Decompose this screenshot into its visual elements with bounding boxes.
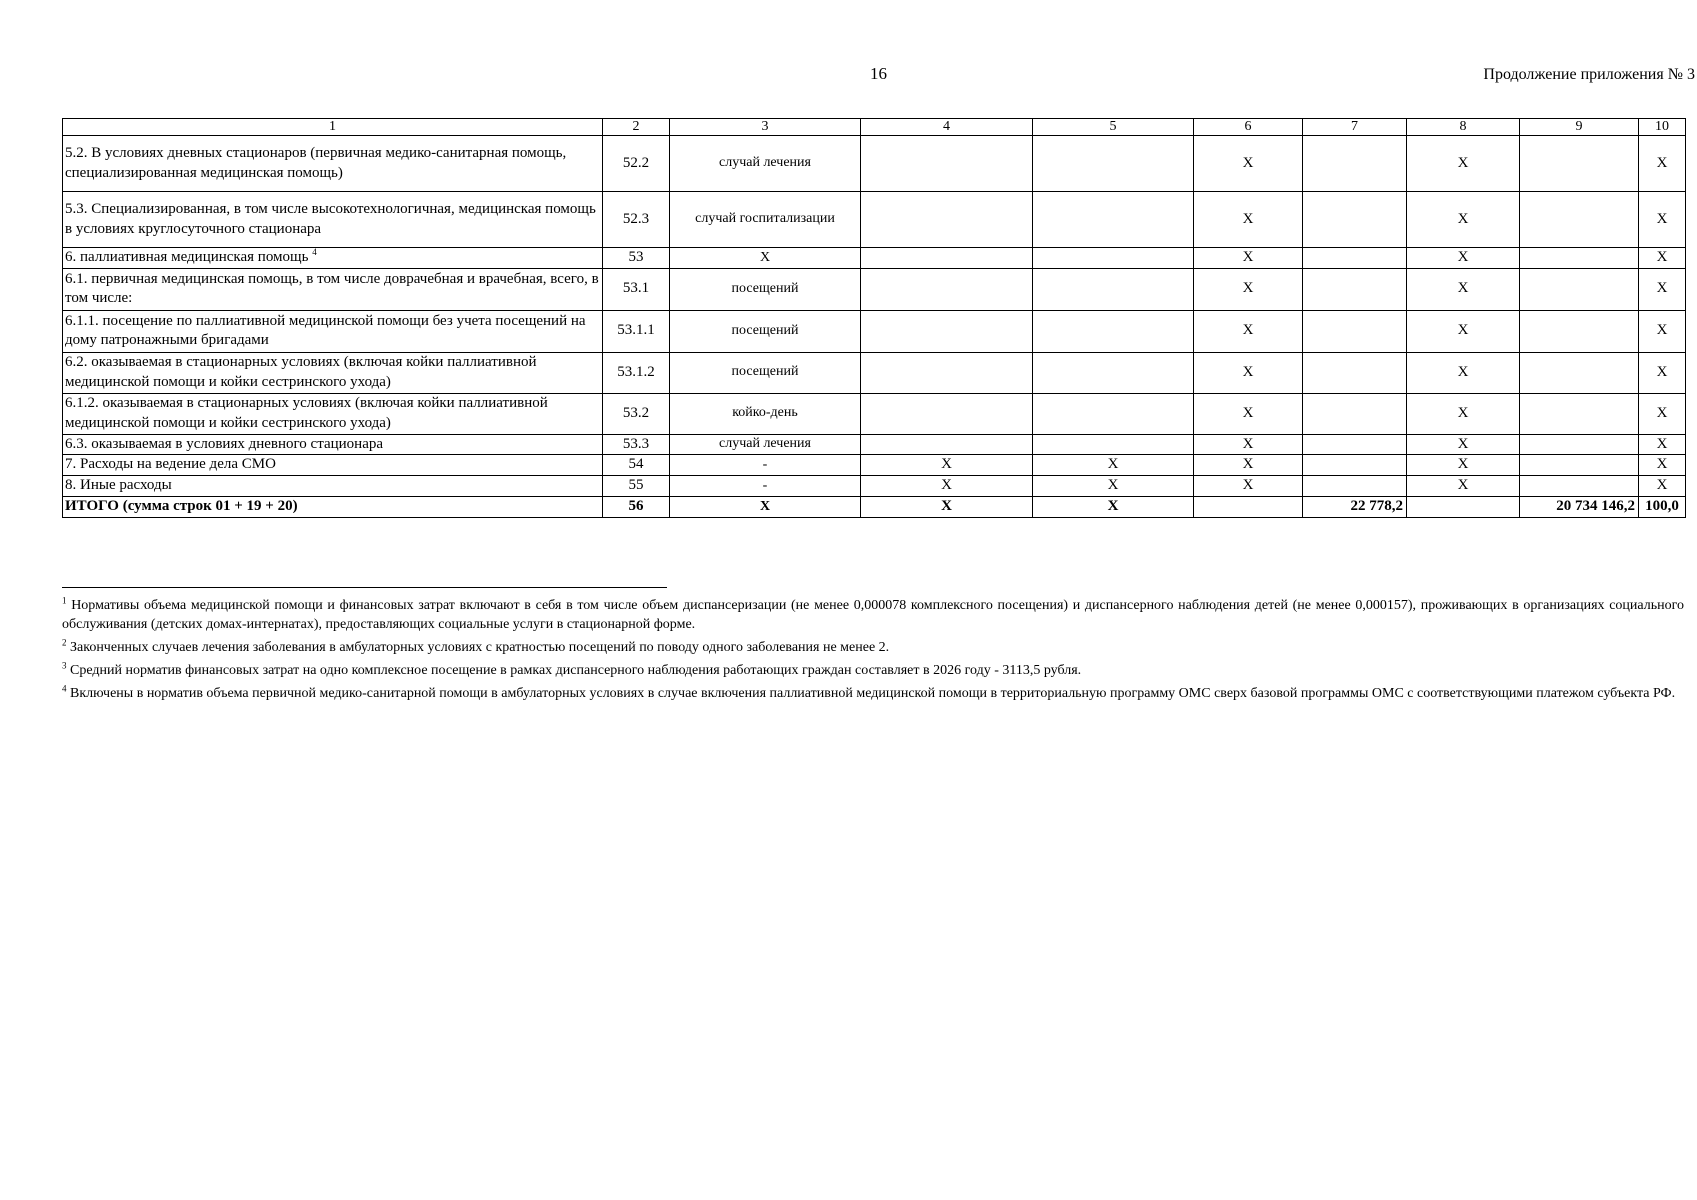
footnotes xyxy=(62,596,1684,707)
cell-c5 xyxy=(1033,393,1194,434)
cell-c6: Х xyxy=(1194,192,1303,248)
cell-c9 xyxy=(1520,455,1639,476)
footnote xyxy=(62,638,1684,657)
cell-c8: Х xyxy=(1407,310,1520,352)
row-name-text: 5.3. Специализированная, в том числе высокотехнологичная, медицинская помощь в условиях круглосуточного стационара xyxy=(65,201,596,237)
footnote-number: 3 xyxy=(62,660,67,671)
total-row xyxy=(63,497,1686,518)
cell-unit: койко-день xyxy=(670,393,861,434)
cell-c6: Х xyxy=(1194,248,1303,269)
cell-c10: Х xyxy=(1639,455,1686,476)
table-row xyxy=(63,136,1686,192)
cell-c9 xyxy=(1520,352,1639,393)
cell-c4: Х xyxy=(861,497,1033,518)
cell-unit: случай лечения xyxy=(670,136,861,192)
cell-c4 xyxy=(861,310,1033,352)
row-name-text: 6.1.2. оказываемая в стационарных условиях (включая койки паллиативной медицинской помощи и койки сестринского ухода) xyxy=(65,395,548,431)
cell-c6: Х xyxy=(1194,393,1303,434)
footnote-text: Нормативы объема медицинской помощи и финансовых затрат включают в себя в том числе объем диспансеризации (не менее 0,000078 комплексного посещения) и диспансерного наблюдения детей (не менее 0,000157), проживающих в организациях социального обслуживания (детских домах-интернатах), предоставляющих социальные услуги в стационарной форме. xyxy=(62,598,1684,632)
cell-line: 53.3 xyxy=(603,434,670,455)
row-name xyxy=(63,434,603,455)
cell-c9 xyxy=(1520,310,1639,352)
row-name xyxy=(63,393,603,434)
table-row xyxy=(63,455,1686,476)
cell-c7 xyxy=(1303,434,1407,455)
cell-c9 xyxy=(1520,434,1639,455)
cell-line: 53.2 xyxy=(603,393,670,434)
cell-c6: Х xyxy=(1194,268,1303,310)
cell-c10: Х xyxy=(1639,434,1686,455)
cell-c5 xyxy=(1033,434,1194,455)
table-row xyxy=(63,310,1686,352)
cell-c7 xyxy=(1303,136,1407,192)
cell-c4 xyxy=(861,352,1033,393)
cell-c4 xyxy=(861,248,1033,269)
cell-c8: Х xyxy=(1407,455,1520,476)
column-number: 10 xyxy=(1639,119,1686,136)
row-name-text: 5.2. В условиях дневных стационаров (первичная медико-санитарная помощь, специализированная медицинская помощь) xyxy=(65,145,567,181)
column-number: 1 xyxy=(63,119,603,136)
column-number-row xyxy=(63,119,1686,136)
cell-c9: 20 734 146,2 xyxy=(1520,497,1639,518)
cell-c8 xyxy=(1407,497,1520,518)
cell-unit: - xyxy=(670,455,861,476)
cell-unit: посещений xyxy=(670,352,861,393)
cell-c10: Х xyxy=(1639,192,1686,248)
row-name xyxy=(63,268,603,310)
row-name xyxy=(63,476,603,497)
cell-c7 xyxy=(1303,393,1407,434)
cell-c5: Х xyxy=(1033,455,1194,476)
cell-c8: Х xyxy=(1407,476,1520,497)
table-row xyxy=(63,268,1686,310)
cell-line: 56 xyxy=(603,497,670,518)
table-row xyxy=(63,352,1686,393)
cell-c9 xyxy=(1520,136,1639,192)
row-name-text: 6.1.1. посещение по паллиативной медицинской помощи без учета посещений на дому патронажными бригадами xyxy=(65,312,586,348)
cell-unit: Х xyxy=(670,497,861,518)
cell-c8: Х xyxy=(1407,248,1520,269)
cell-c6: Х xyxy=(1194,136,1303,192)
table-row xyxy=(63,393,1686,434)
cell-c5: Х xyxy=(1033,497,1194,518)
cell-unit: случай лечения xyxy=(670,434,861,455)
cell-line: 52.3 xyxy=(603,192,670,248)
row-name xyxy=(63,455,603,476)
cell-c4: Х xyxy=(861,476,1033,497)
cell-unit: случай госпитализации xyxy=(670,192,861,248)
cell-line: 54 xyxy=(603,455,670,476)
cell-unit: посещений xyxy=(670,310,861,352)
footnote xyxy=(62,661,1684,680)
table-row xyxy=(63,434,1686,455)
cell-c10: Х xyxy=(1639,310,1686,352)
cell-c10: Х xyxy=(1639,136,1686,192)
cell-c5 xyxy=(1033,310,1194,352)
cell-c6: Х xyxy=(1194,310,1303,352)
column-number: 9 xyxy=(1520,119,1639,136)
cell-c7 xyxy=(1303,310,1407,352)
column-number: 5 xyxy=(1033,119,1194,136)
cell-c5 xyxy=(1033,136,1194,192)
standards-table xyxy=(62,118,1686,518)
cell-c6: Х xyxy=(1194,455,1303,476)
cell-c6 xyxy=(1194,497,1303,518)
cell-c9 xyxy=(1520,248,1639,269)
cell-c4 xyxy=(861,268,1033,310)
column-number: 3 xyxy=(670,119,861,136)
footnote xyxy=(62,684,1684,703)
cell-line: 53 xyxy=(603,248,670,269)
cell-c10: Х xyxy=(1639,393,1686,434)
row-name xyxy=(63,352,603,393)
cell-c7 xyxy=(1303,476,1407,497)
footnote-number: 4 xyxy=(62,683,67,694)
row-name xyxy=(63,310,603,352)
row-name xyxy=(63,136,603,192)
cell-c8: Х xyxy=(1407,352,1520,393)
cell-line: 53.1.1 xyxy=(603,310,670,352)
cell-c10: Х xyxy=(1639,352,1686,393)
cell-c9 xyxy=(1520,393,1639,434)
row-name-text: 6.1. первичная медицинская помощь, в том числе доврачебная и врачебная, всего, в том числе: xyxy=(65,270,599,306)
cell-c7 xyxy=(1303,352,1407,393)
cell-c5 xyxy=(1033,192,1194,248)
footnote-text: Включены в норматив объема первичной медико-санитарной помощи в амбулаторных условиях в случае включения паллиативной медицинской помощи в территориальную программу ОМС сверх базовой программы ОМС с соответствующими платежом субъекта РФ. xyxy=(70,686,1676,701)
row-name-text: 6.3. оказываемая в условиях дневного стационара xyxy=(65,435,384,452)
cell-c5 xyxy=(1033,268,1194,310)
cell-c10: 100,0 xyxy=(1639,497,1686,518)
footnote-mark: 4 xyxy=(312,247,317,257)
row-name xyxy=(63,497,603,518)
footnote-text: Средний норматив финансовых затрат на одно комплексное посещение в рамках диспансерного наблюдения работающих граждан составляет в 2026 году - 3113,5 рубля. xyxy=(70,663,1082,678)
cell-c4 xyxy=(861,393,1033,434)
footnote-divider xyxy=(62,587,667,588)
footnote-text: Законченных случаев лечения заболевания в амбулаторных условиях с кратностью посещений по поводу одного заболевания не менее 2. xyxy=(70,640,890,655)
table-row xyxy=(63,192,1686,248)
cell-c10: Х xyxy=(1639,268,1686,310)
row-name-text: ИТОГО (сумма строк 01 + 19 + 20) xyxy=(65,498,298,514)
cell-c4 xyxy=(861,192,1033,248)
row-name-text: 8. Иные расходы xyxy=(65,477,172,494)
table-row xyxy=(63,248,1686,269)
cell-c5 xyxy=(1033,352,1194,393)
cell-c7 xyxy=(1303,248,1407,269)
cell-c8: Х xyxy=(1407,136,1520,192)
cell-c7 xyxy=(1303,455,1407,476)
cell-c4: Х xyxy=(861,455,1033,476)
column-number: 8 xyxy=(1407,119,1520,136)
row-name-text: 7. Расходы на ведение дела СМО xyxy=(65,456,276,473)
cell-line: 53.1 xyxy=(603,268,670,310)
footnote-number: 2 xyxy=(62,637,67,648)
column-number: 6 xyxy=(1194,119,1303,136)
row-name-text: 6.2. оказываемая в стационарных условиях (включая койки паллиативной медицинской помощи и койки сестринского ухода) xyxy=(65,354,537,390)
cell-line: 55 xyxy=(603,476,670,497)
column-number: 7 xyxy=(1303,119,1407,136)
cell-line: 52.2 xyxy=(603,136,670,192)
footnote xyxy=(62,596,1684,634)
cell-c9 xyxy=(1520,268,1639,310)
cell-c5: Х xyxy=(1033,476,1194,497)
cell-c4 xyxy=(861,136,1033,192)
cell-unit: Х xyxy=(670,248,861,269)
table-row xyxy=(63,476,1686,497)
row-name-text: 6. паллиативная медицинская помощь xyxy=(65,249,309,265)
appendix-label: Продолжение приложения № 3 xyxy=(1483,66,1695,83)
column-number: 4 xyxy=(861,119,1033,136)
cell-unit: - xyxy=(670,476,861,497)
cell-c7: 22 778,2 xyxy=(1303,497,1407,518)
cell-c6: Х xyxy=(1194,352,1303,393)
row-name xyxy=(63,248,603,269)
cell-c9 xyxy=(1520,192,1639,248)
cell-c4 xyxy=(861,434,1033,455)
cell-c10: Х xyxy=(1639,248,1686,269)
page-number: 16 xyxy=(870,64,887,83)
cell-c6: Х xyxy=(1194,434,1303,455)
row-name xyxy=(63,192,603,248)
cell-c5 xyxy=(1033,248,1194,269)
footnote-number: 1 xyxy=(62,595,67,606)
cell-c9 xyxy=(1520,476,1639,497)
cell-c8: Х xyxy=(1407,192,1520,248)
column-number: 2 xyxy=(603,119,670,136)
cell-unit: посещений xyxy=(670,268,861,310)
cell-c8: Х xyxy=(1407,268,1520,310)
cell-c8: Х xyxy=(1407,393,1520,434)
cell-line: 53.1.2 xyxy=(603,352,670,393)
cell-c6: Х xyxy=(1194,476,1303,497)
cell-c7 xyxy=(1303,268,1407,310)
cell-c10: Х xyxy=(1639,476,1686,497)
cell-c7 xyxy=(1303,192,1407,248)
cell-c8: Х xyxy=(1407,434,1520,455)
